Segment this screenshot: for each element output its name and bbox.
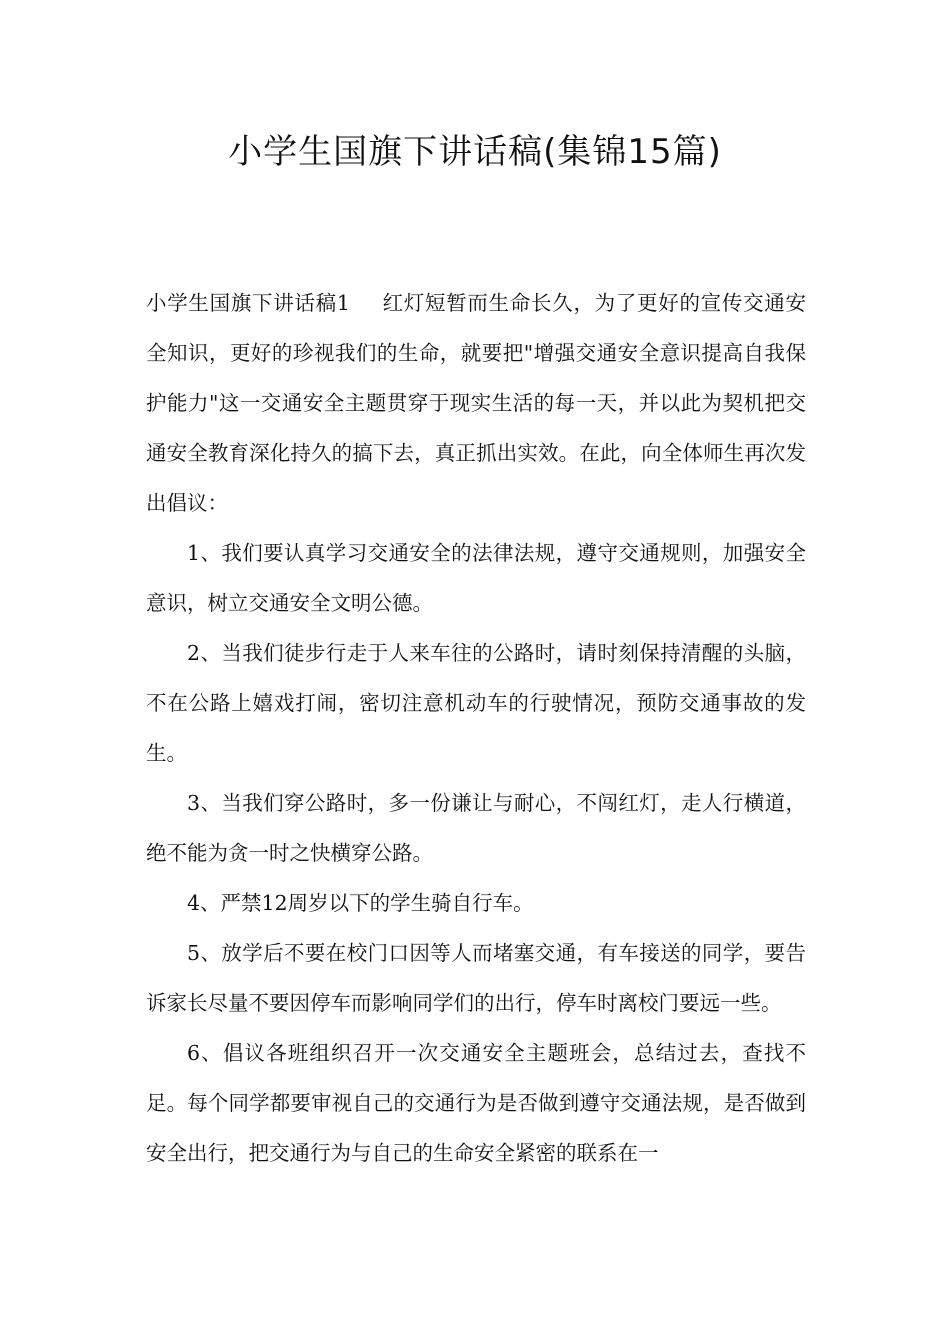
list-item-3: 3、当我们穿公路时，多一份谦让与耐心，不闯红灯，走人行横道，绝不能为贪一时之快横穿公路。 [146, 791, 806, 865]
list-item-6: 6、倡议各班组织召开一次交通安全主题班会，总结过去，查找不足。每个同学都要审视自己的交通行为是否做到遵守交通法规，是否做到安全出行，把交通行为与自己的生命安全紧密的联系在一 [146, 1041, 806, 1165]
document-body [146, 278, 806, 1178]
list-item-1: 1、我们要认真学习交通安全的法律法规，遵守交通规则，加强安全意识，树立交通安全文明公德。 [146, 541, 806, 615]
list-item-2: 2、当我们徒步行走于人来车往的公路时，请时刻保持清醒的头脑，不在公路上嬉戏打闹，密切注意机动车的行驶情况，预防交通事故的发生。 [146, 641, 806, 765]
intro-text: 红灯短暂而生命长久，为了更好的宣传交通安全知识，更好的珍视我们的生命，就要把"增强交通安全意识提高自我保护能力"这一交通安全主题贯穿于现实生活的每一天，并以此为契机把交通安全教育深化持久的搞下去，真正抓出实效。在此，向全体师生再次发出倡议： [146, 291, 806, 515]
intro-paragraph [146, 278, 806, 528]
list-item-4: 4、严禁12周岁以下的学生骑自行车。 [187, 891, 534, 915]
list-item-5: 5、放学后不要在校门口因等人而堵塞交通，有车接送的同学，要告诉家长尽量不要因停车而影响同学们的出行，停车时离校门要远一些。 [146, 941, 806, 1015]
intro-heading: 小学生国旗下讲话稿1 [146, 291, 350, 315]
document-title: 小学生国旗下讲话稿(集锦15篇) [228, 132, 722, 172]
